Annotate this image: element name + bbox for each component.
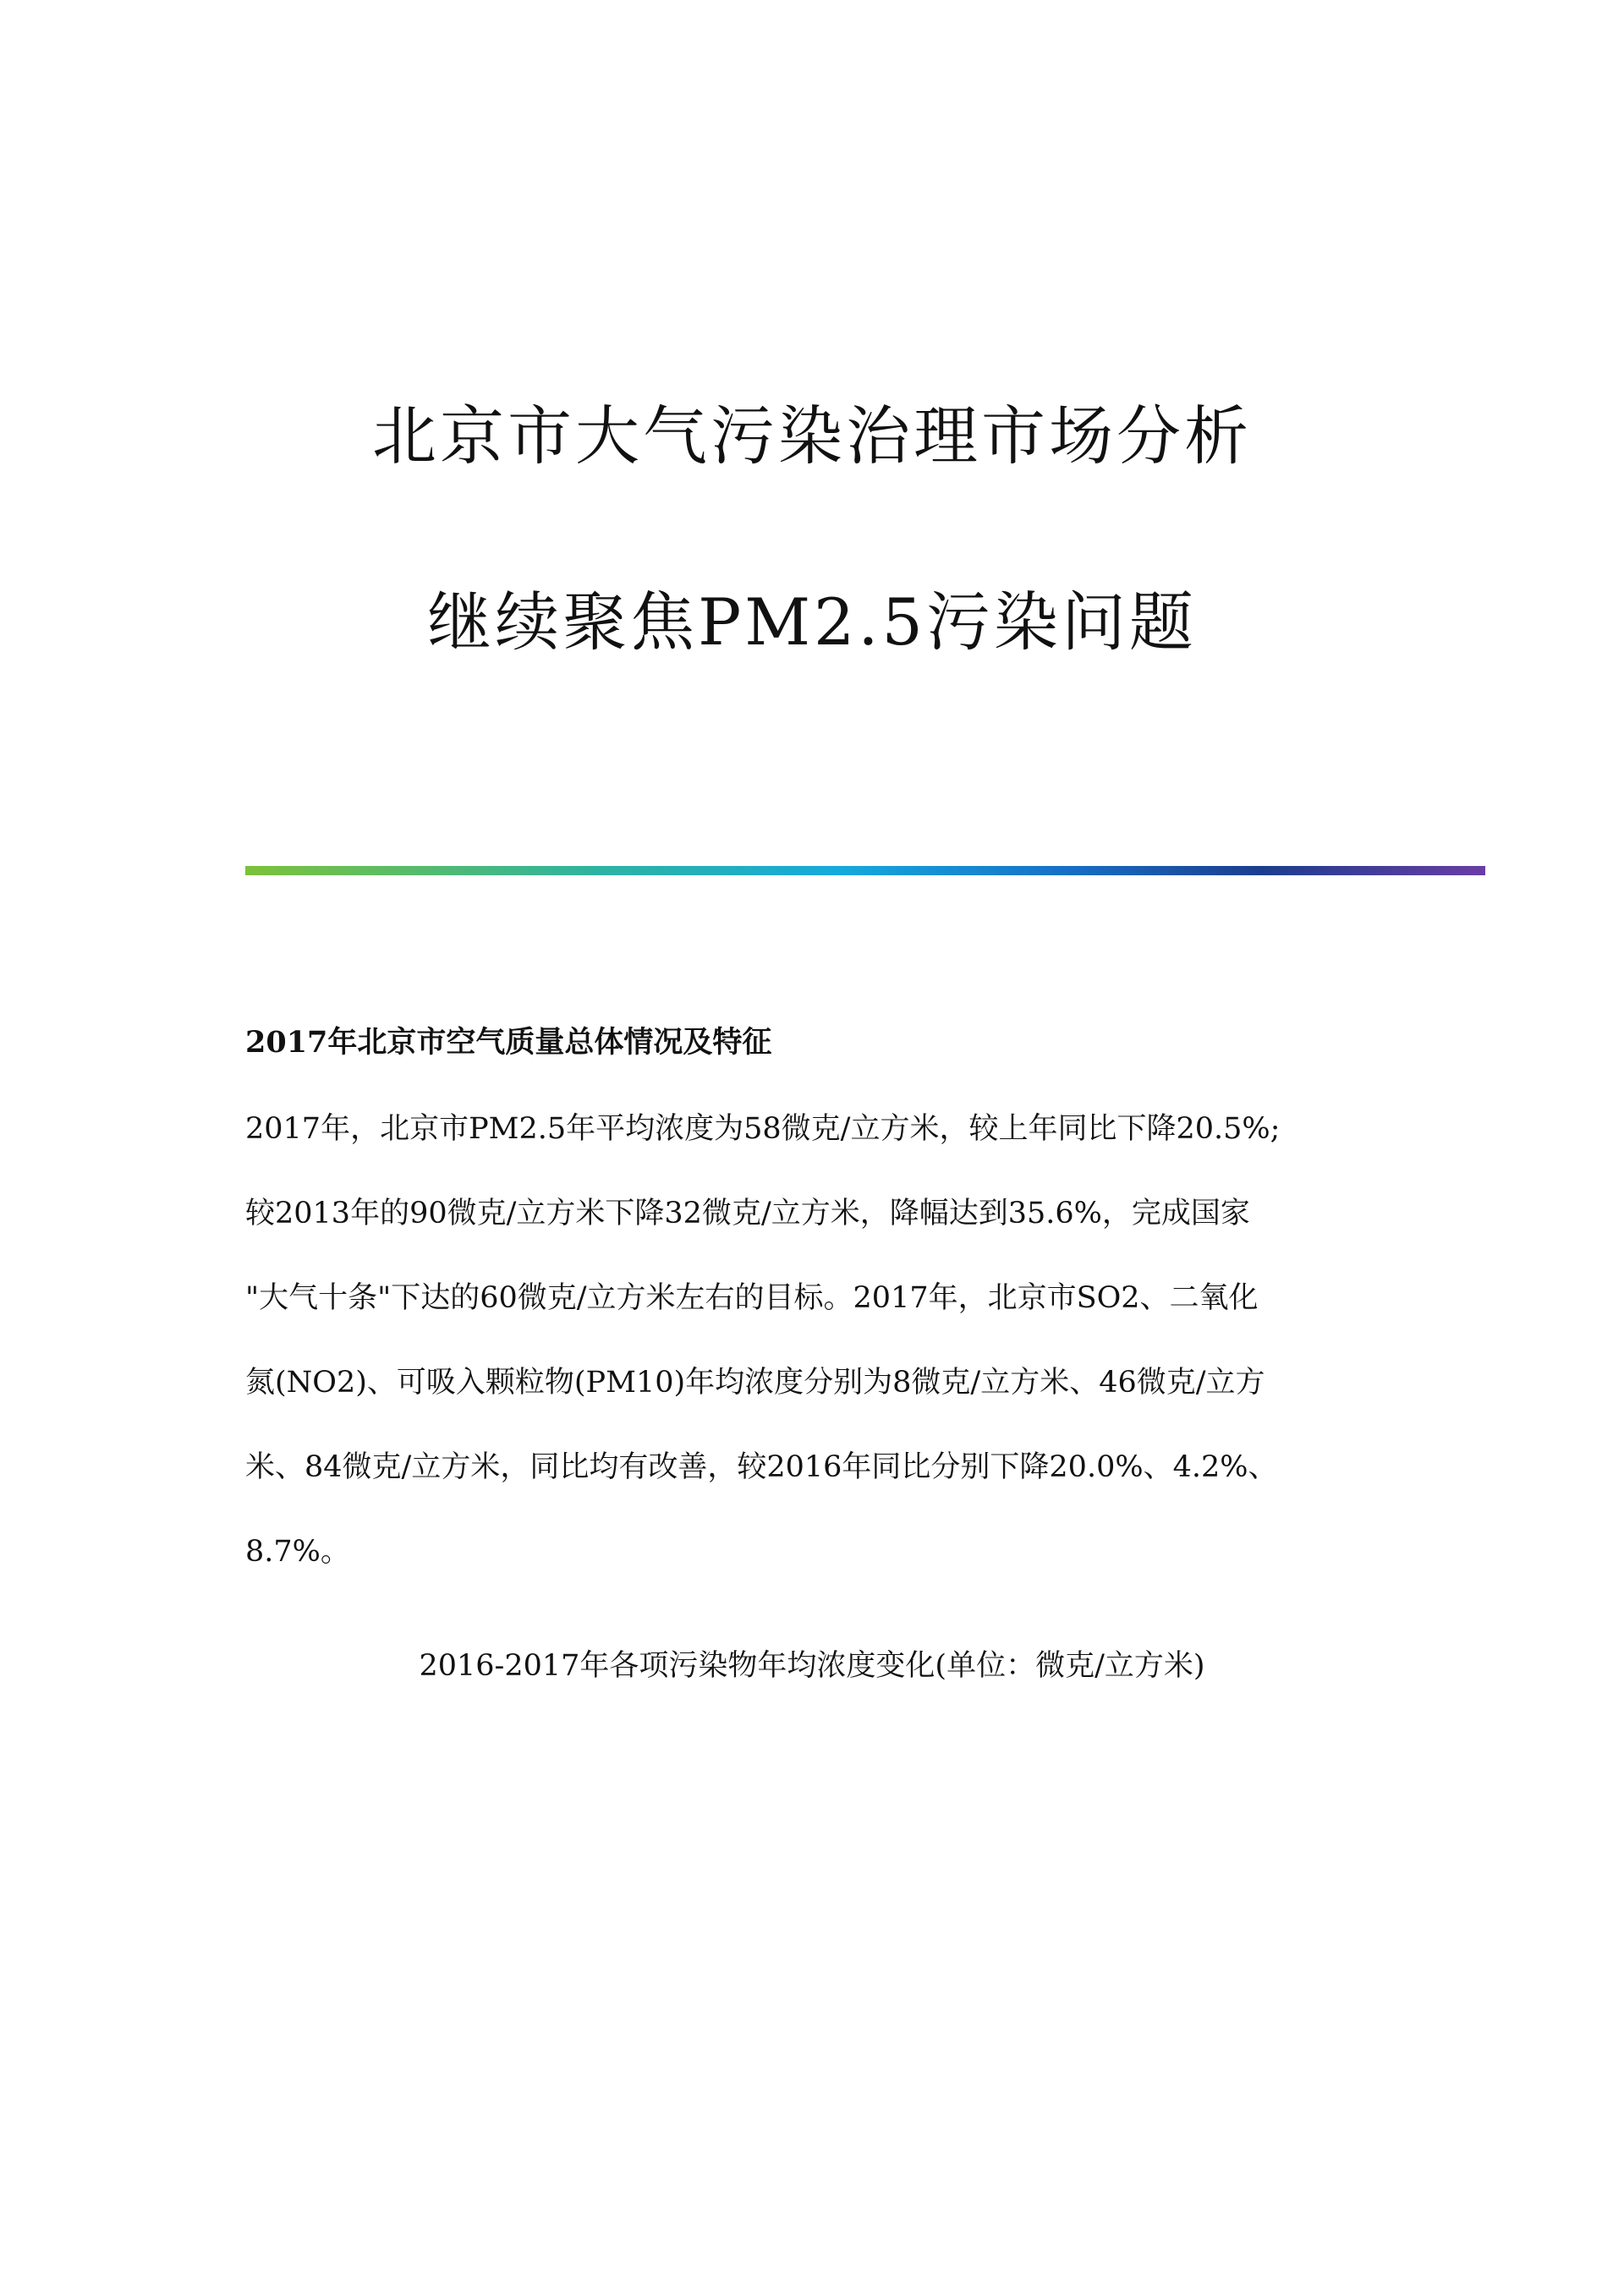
paragraph-line: "大气十条"下达的60微克/立方米左右的目标。2017年，北京市SO2、二氧化	[245, 1281, 1259, 1315]
section-heading: 2017年北京市空气质量总体情况及特征	[245, 1025, 772, 1060]
paragraph-line: 8.7%。	[245, 1535, 350, 1569]
paragraph-line: 2017年，北京市PM2.5年平均浓度为58微克/立方米，较上年同比下降20.5%;	[245, 1112, 1281, 1146]
paragraph-line: 氮(NO2)、可吸入颗粒物(PM10)年均浓度分别为8微克/立方米、46微克/立方	[245, 1366, 1265, 1400]
paragraph-line: 米、84微克/立方米，同比均有改善，较2016年同比分别下降20.0%、4.2%、	[245, 1450, 1278, 1484]
document-title: 北京市大气污染治理市场分析	[372, 398, 1252, 474]
paragraph-line: 较2013年的90微克/立方米下降32微克/立方米，降幅达到35.6%，完成国家	[245, 1197, 1250, 1230]
document-subtitle: 继续聚焦PM2.5污染问题	[427, 584, 1197, 660]
figure-caption: 2016-2017年各项污染物年均浓度变化(单位：微克/立方米)	[419, 1649, 1205, 1683]
gradient-divider	[245, 866, 1485, 875]
